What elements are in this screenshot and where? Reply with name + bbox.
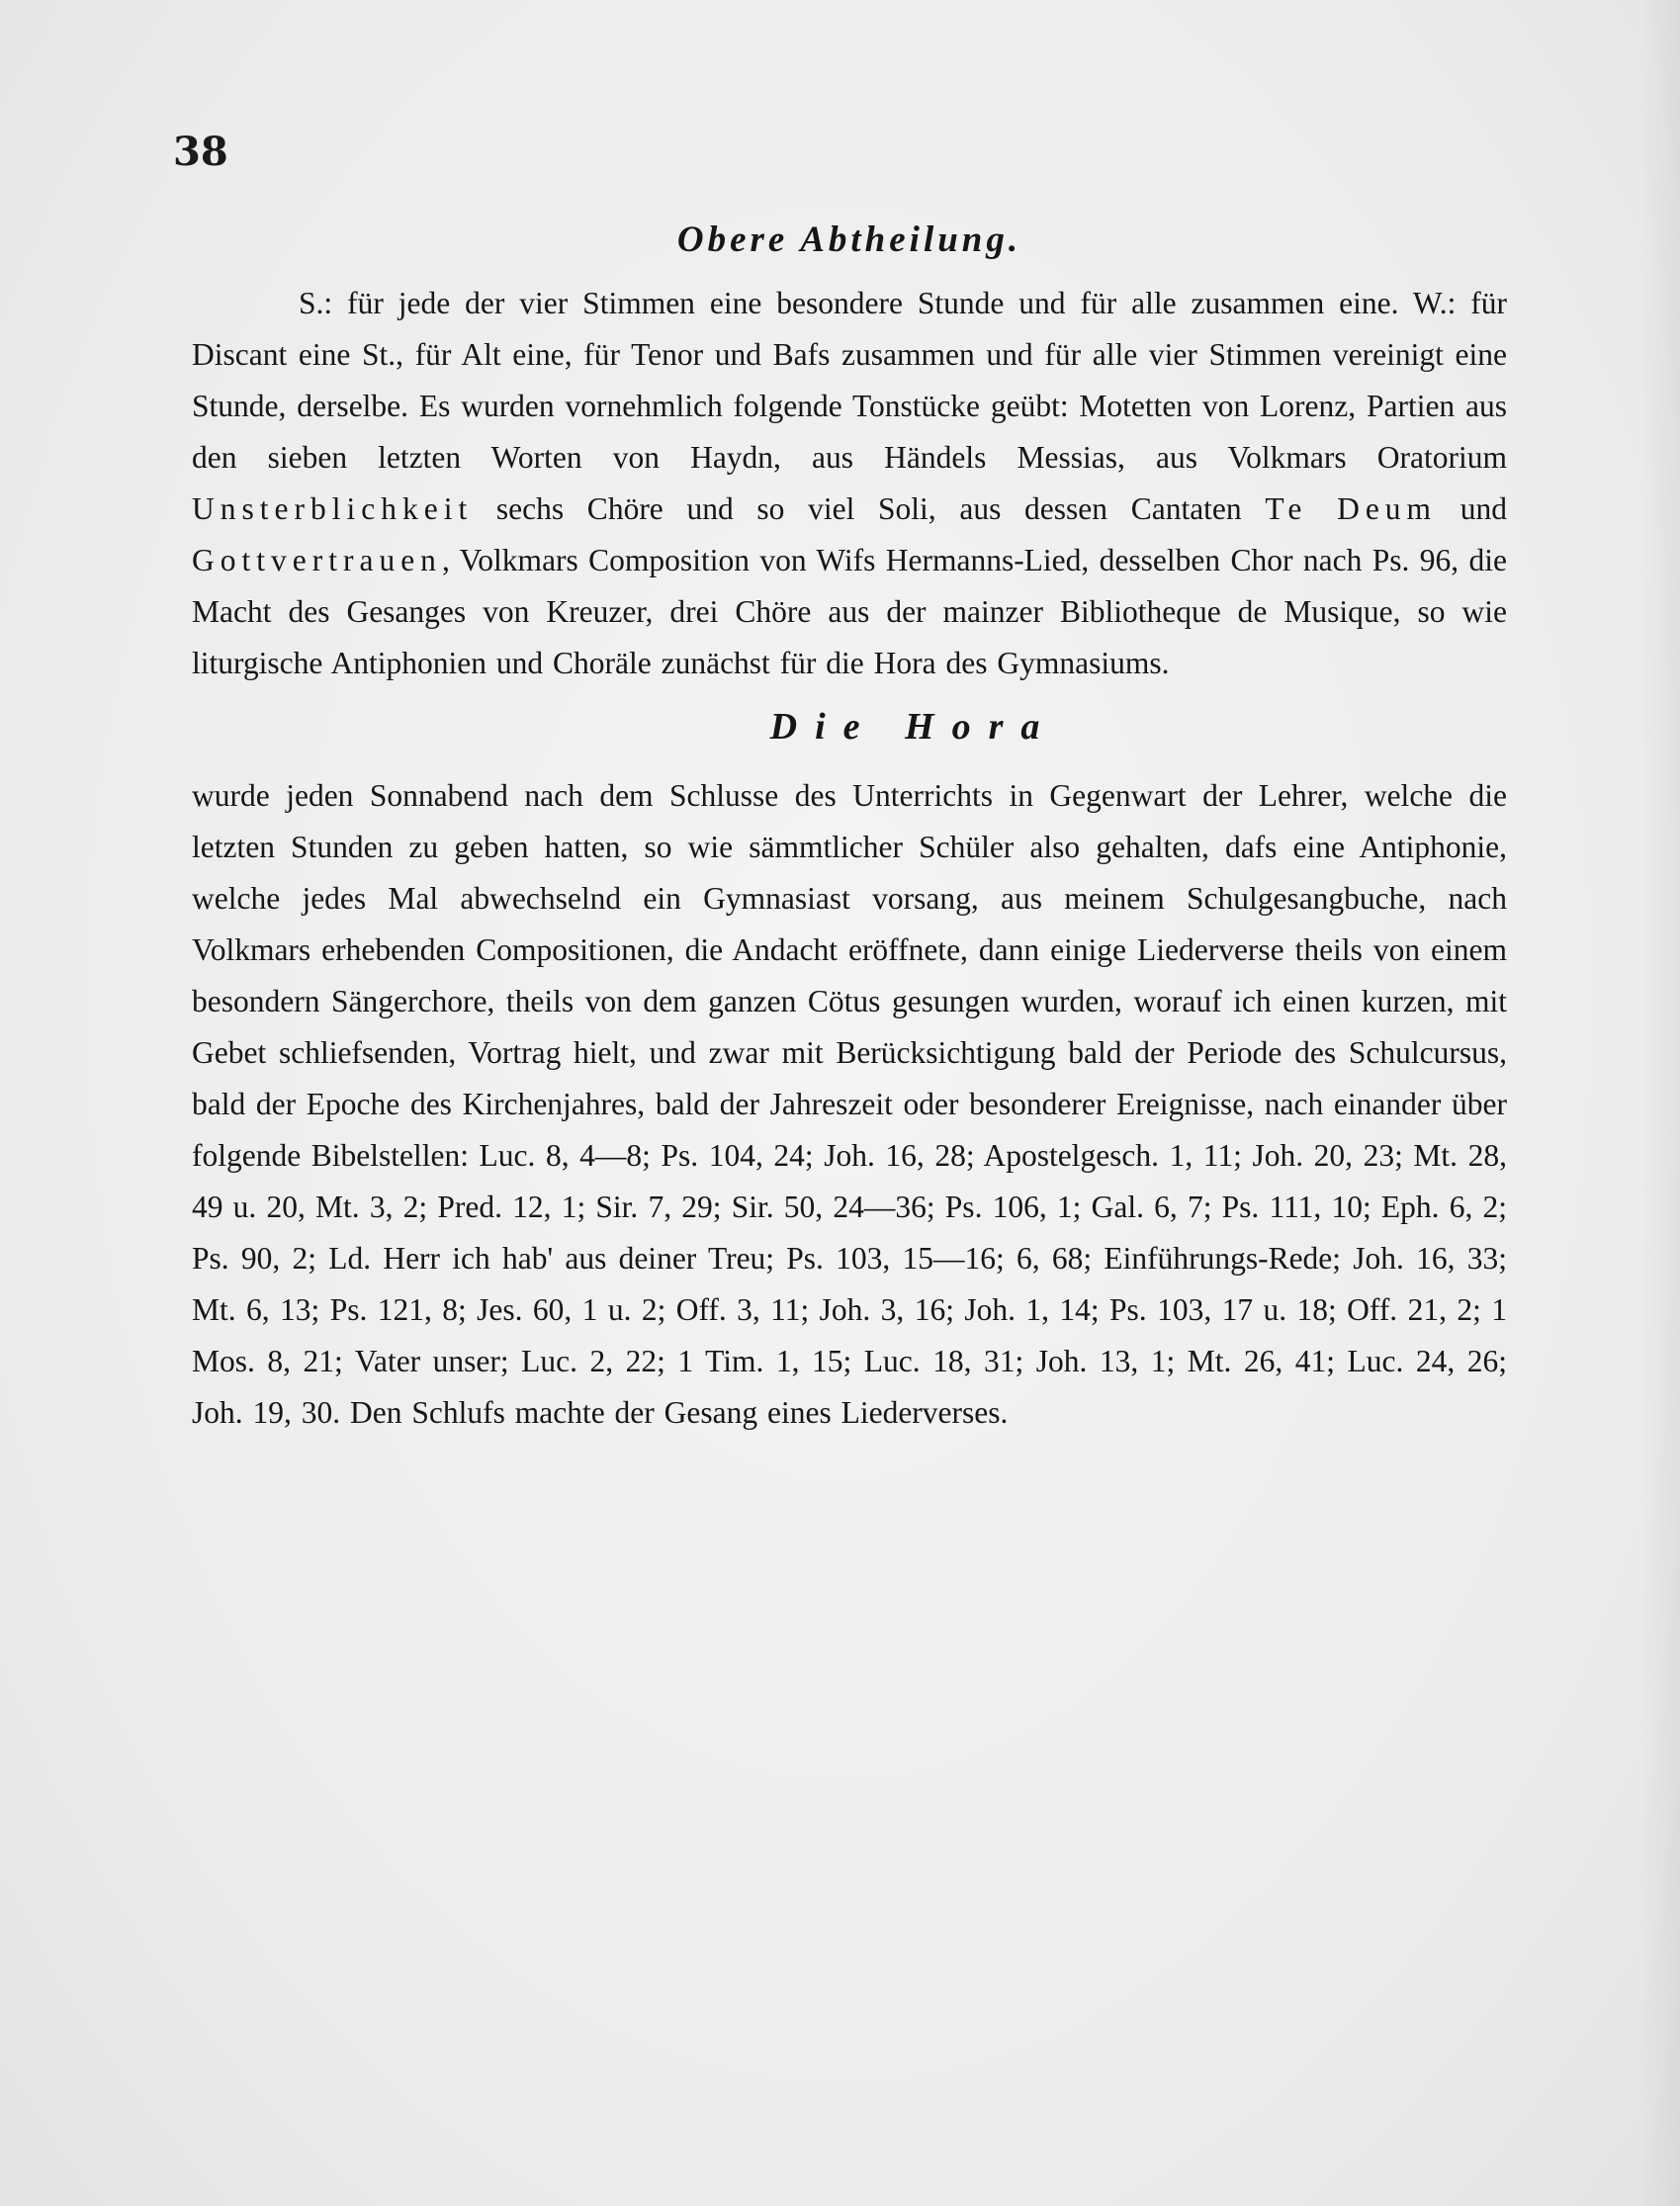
paragraph-text: S.: für jede der vier Stimmen eine besondere Stunde und für alle zusammen eine. W.: für Discant eine St., für Alt eine, für Tenor und Bafs zusammen und für alle vier Stimmen vereinigt eine Stunde, derselbe. Es wurden vornehmlich folgende Tonstücke geübt: Motetten von Lorenz, Partien aus den sieben letzten Worten von Haydn, aus Händels Messias, aus Volkmars Oratorium	[192, 286, 1507, 475]
paragraph-obere-abtheilung	[192, 278, 1507, 689]
spaced-title-te-deum: Te Deum	[1265, 491, 1438, 526]
paragraph-text: sechs Chöre und so viel Soli, aus dessen Cantaten	[473, 491, 1266, 526]
spaced-title-gottvertrauen: Gottvertrauen	[192, 543, 442, 577]
page-edge-shadow	[1640, 0, 1680, 2206]
paragraph-die-hora: wurde jeden Sonnabend nach dem Schlusse des Unterrichts in Gegenwart der Lehrer, welche die letzten Stunden zu geben hatten, so wie sämmtlicher Schüler also gehalten, dafs eine Antiphonie, welche jedes Mal abwechselnd ein Gymnasiast vorsang, aus meinem Schulgesangbuche, nach Volkmars erhebenden Compositionen, die Andacht eröffnete, dann einige Liederverse theils von einem besondern Sängerchore, theils von dem ganzen Cötus gesungen wurden, worauf ich einen kurzen, mit Gebet schliefsenden, Vortrag hielt, und zwar mit Berücksichtigung bald der Periode des Schulcursus, bald der Epoche des Kirchenjahres, bald der Jahreszeit oder besonderer Ereignisse, nach einander über folgende Bibelstellen: Luc. 8, 4—8; Ps. 104, 24; Joh. 16, 28; Apostelgesch. 1, 11; Joh. 20, 23; Mt. 28, 49 u. 20, Mt. 3, 2; Pred. 12, 1; Sir. 7, 29; Sir. 50, 24—36; Ps. 106, 1; Gal. 6, 7; Ps. 111, 10; Eph. 6, 2; Ps. 90, 2; Ld. Herr ich hab' aus deiner Treu; Ps. 103, 15—16; 6, 68; Einführungs-Rede; Joh. 16, 33; Mt. 6, 13; Ps. 121, 8; Jes. 60, 1 u. 2; Off. 3, 11; Joh. 3, 16; Joh. 1, 14; Ps. 103, 17 u. 18; Off. 21, 2; 1 Mos. 8, 21; Vater unser; Luc. 2, 22; 1 Tim. 1, 15; Luc. 18, 31; Joh. 13, 1; Mt. 26, 41; Luc. 24, 26; Joh. 19, 30. Den Schlufs machte der Gesang eines Liederverses.	[192, 778, 1507, 1430]
section-heading-die-hora: Die Hora	[769, 706, 1058, 748]
section-heading-obere-abtheilung: Obere Abtheilung.	[676, 220, 1022, 260]
spaced-title-unsterblichkeit: Unsterblichkeit	[192, 491, 474, 526]
paragraph-text: und	[1437, 491, 1507, 526]
paragraph-text: , Volkmars Composition von Wifs Hermanns-Lied, desselben Chor nach Ps. 96, die Macht des Gesanges von Kreuzer, drei Chöre aus der mainzer Bibliotheque de Musique, so wie liturgische Antiphonien und Choräle zunächst für die Hora des Gymnasiums.	[192, 543, 1507, 680]
page-body	[192, 203, 1507, 1439]
page-number: 38	[173, 129, 228, 175]
